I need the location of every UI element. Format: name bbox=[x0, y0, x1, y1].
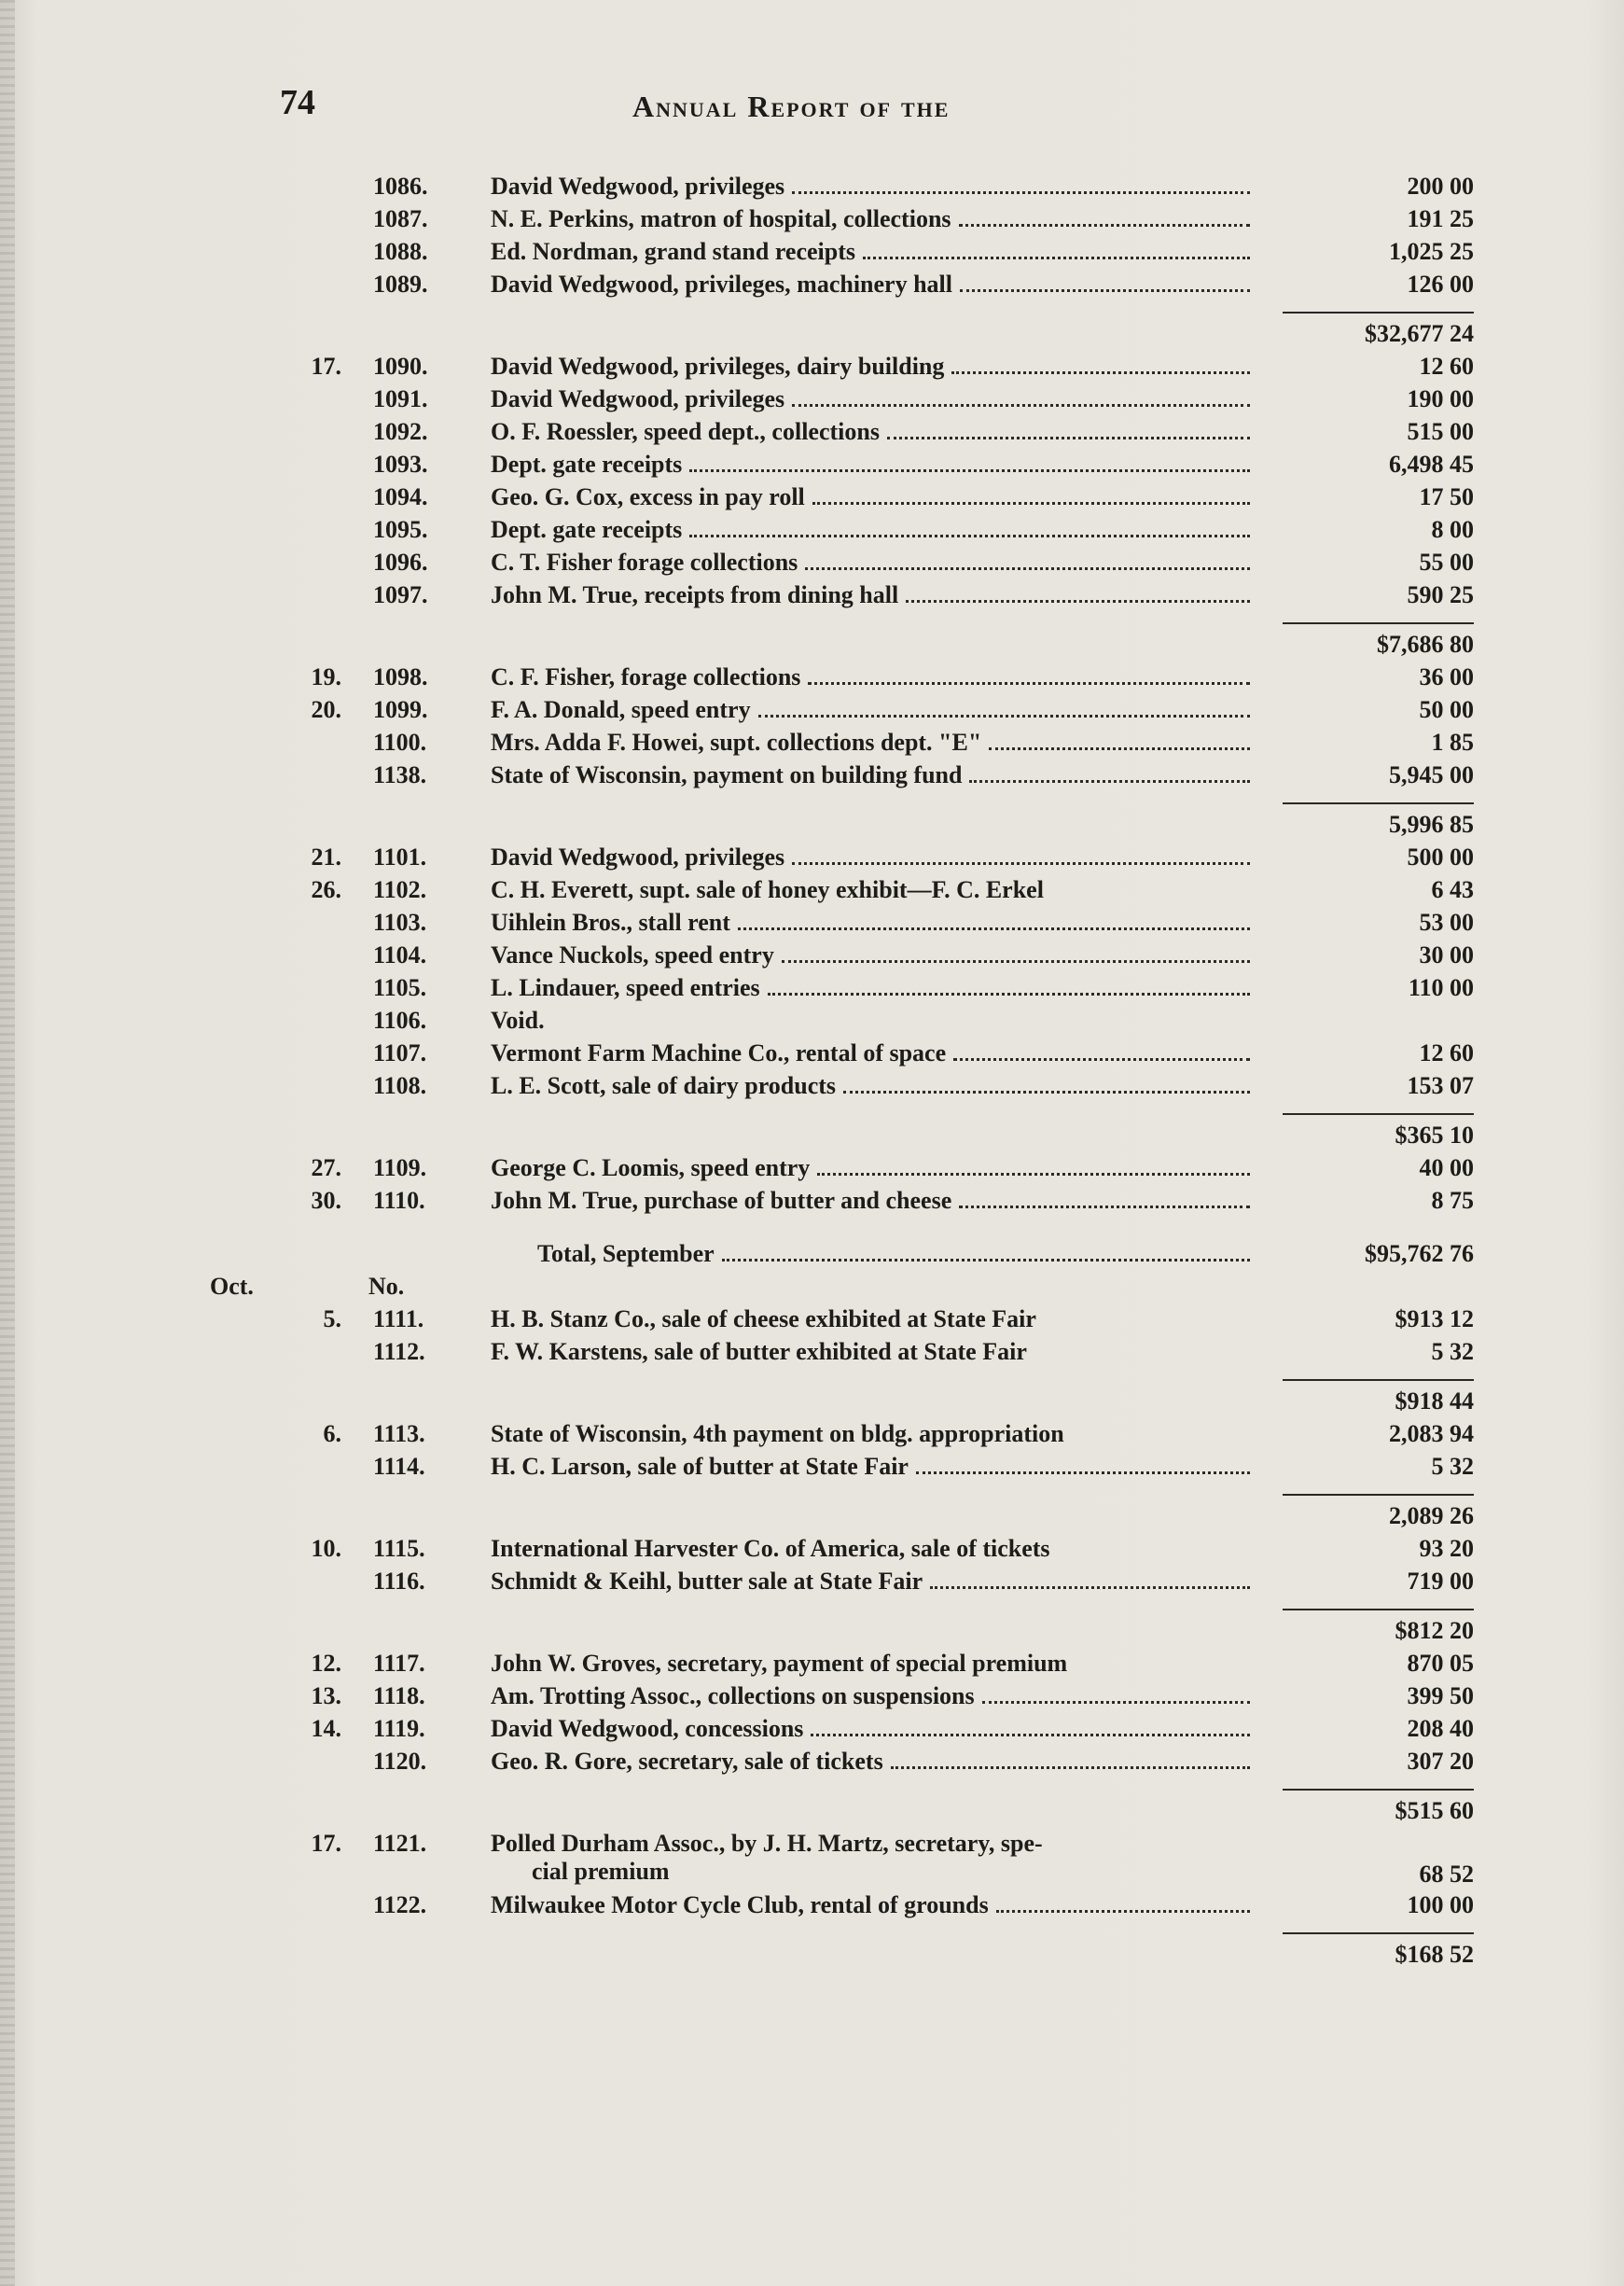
receipts-ledger bbox=[210, 173, 1474, 1973]
entry-number: 1113. bbox=[373, 1420, 425, 1447]
entry-number: 1105. bbox=[373, 974, 427, 1001]
entry-description bbox=[491, 663, 1256, 691]
total-row bbox=[252, 1240, 1474, 1273]
dot-leader bbox=[982, 1699, 1250, 1704]
entry-amount: 12 60 bbox=[1419, 353, 1474, 380]
dot-leader bbox=[951, 369, 1250, 374]
column-heading-row bbox=[210, 1273, 1474, 1305]
entry-amount: 2,083 94 bbox=[1389, 1420, 1474, 1447]
dot-leader bbox=[960, 287, 1250, 292]
entry-date: 6. bbox=[323, 1420, 341, 1447]
subtotal-amount: $7,686 80 bbox=[1377, 631, 1474, 658]
subtotal-amount: $515 60 bbox=[1395, 1797, 1474, 1824]
dot-leader bbox=[722, 1257, 1250, 1261]
entry-description bbox=[491, 941, 1256, 969]
entry-description bbox=[491, 1748, 1256, 1776]
entry-description bbox=[491, 1891, 1256, 1919]
entry-amount: 6,498 45 bbox=[1389, 451, 1474, 478]
ledger-row bbox=[252, 729, 1474, 761]
ledger-row bbox=[252, 451, 1474, 483]
entry-amount: 1 85 bbox=[1431, 729, 1474, 756]
entry-description bbox=[491, 696, 1256, 724]
entry-description bbox=[491, 581, 1256, 609]
subtotal-rule bbox=[252, 303, 1474, 320]
entry-amount: 50 00 bbox=[1419, 696, 1474, 723]
entry-amount: 5 32 bbox=[1431, 1338, 1474, 1365]
entry-description bbox=[491, 1830, 1256, 1886]
number-heading: No. bbox=[368, 1273, 405, 1300]
dot-leader bbox=[812, 500, 1250, 505]
subtotal-row bbox=[252, 1387, 1474, 1420]
entry-number: 1096. bbox=[373, 549, 428, 576]
entry-description bbox=[491, 549, 1256, 577]
entry-amount: 190 00 bbox=[1407, 385, 1474, 412]
description-text: Milwaukee Motor Cycle Club, rental of grounds bbox=[491, 1891, 1250, 1919]
entry-date: 26. bbox=[311, 876, 341, 903]
entry-number: 1088. bbox=[373, 238, 428, 265]
ledger-row bbox=[252, 549, 1474, 581]
description-text: H. B. Stanz Co., sale of cheese exhibited at State Fair bbox=[491, 1305, 1036, 1332]
entry-description bbox=[491, 483, 1256, 511]
subtotal-rule bbox=[252, 614, 1474, 631]
ledger-row bbox=[252, 516, 1474, 549]
description-text: Dept. gate receipts bbox=[491, 451, 1250, 479]
description-text: Vance Nuckols, speed entry bbox=[491, 941, 1250, 969]
entry-amount: 8 75 bbox=[1431, 1187, 1474, 1214]
dot-leader bbox=[805, 565, 1250, 570]
entry-amount: 93 20 bbox=[1419, 1535, 1474, 1562]
entry-description bbox=[491, 1453, 1256, 1481]
entry-amount: 55 00 bbox=[1419, 549, 1474, 576]
entry-amount: 200 00 bbox=[1407, 173, 1474, 200]
entry-amount: 36 00 bbox=[1419, 663, 1474, 690]
description-text: Mrs. Adda F. Howei, supt. collections dept. "E" bbox=[491, 729, 1250, 757]
ledger-row bbox=[252, 1007, 1474, 1039]
entry-description bbox=[491, 205, 1256, 233]
dot-leader bbox=[768, 991, 1250, 996]
entry-number: 1097. bbox=[373, 581, 428, 608]
entry-date: 12. bbox=[311, 1650, 341, 1677]
dot-leader bbox=[959, 222, 1250, 227]
description-text: David Wedgwood, privileges bbox=[491, 173, 1250, 201]
entry-description bbox=[491, 1154, 1256, 1182]
total-label bbox=[491, 1240, 1302, 1268]
entry-description bbox=[491, 1535, 1256, 1563]
description-text: David Wedgwood, privileges, dairy building bbox=[491, 353, 1250, 381]
month-heading: Oct. bbox=[210, 1273, 254, 1300]
entry-description bbox=[491, 1187, 1256, 1215]
entry-date: 17. bbox=[311, 353, 341, 380]
entry-description bbox=[491, 729, 1256, 757]
subtotal-amount: $918 44 bbox=[1395, 1387, 1474, 1415]
entry-amount: 126 00 bbox=[1407, 271, 1474, 298]
description-text: C. H. Everett, supt. sale of honey exhibit—F. C. Erkel bbox=[491, 876, 1044, 903]
dot-leader bbox=[989, 746, 1250, 750]
entry-description bbox=[491, 238, 1256, 266]
dot-leader bbox=[959, 1204, 1250, 1208]
subtotal-amount: 2,089 26 bbox=[1389, 1502, 1474, 1529]
description-text: C. T. Fisher forage collections bbox=[491, 549, 1250, 577]
subtotal-rule bbox=[252, 794, 1474, 811]
ledger-row bbox=[252, 1715, 1474, 1748]
description-text: C. F. Fisher, forage collections bbox=[491, 663, 1250, 691]
entry-description bbox=[491, 761, 1256, 789]
subtotal-rule bbox=[252, 1485, 1474, 1502]
dot-leader bbox=[811, 1732, 1250, 1736]
entry-number: 1087. bbox=[373, 205, 428, 232]
entry-number: 1095. bbox=[373, 516, 428, 543]
ledger-row bbox=[252, 1748, 1474, 1780]
ledger-row bbox=[252, 1338, 1474, 1371]
entry-number: 1120. bbox=[373, 1748, 427, 1775]
description-text: Total, September bbox=[537, 1240, 1250, 1268]
subtotal-rule bbox=[252, 1780, 1474, 1797]
ledger-row bbox=[252, 974, 1474, 1007]
entry-description bbox=[491, 1682, 1256, 1710]
entry-description bbox=[491, 1305, 1256, 1333]
ledger-row bbox=[252, 173, 1474, 205]
entry-amount: 153 07 bbox=[1407, 1072, 1474, 1099]
entry-description bbox=[491, 1568, 1256, 1596]
ledger-row bbox=[252, 1154, 1474, 1187]
entry-amount: $913 12 bbox=[1395, 1305, 1474, 1332]
ledger-row bbox=[252, 353, 1474, 385]
subtotal-row bbox=[252, 631, 1474, 663]
entry-date: 19. bbox=[311, 663, 341, 690]
subtotal-row bbox=[252, 811, 1474, 843]
ledger-row bbox=[252, 696, 1474, 729]
entry-amount: 870 05 bbox=[1407, 1650, 1474, 1677]
description-text: John M. True, receipts from dining hall bbox=[491, 581, 1250, 609]
entry-description bbox=[491, 1715, 1256, 1743]
description-text: Ed. Nordman, grand stand receipts bbox=[491, 238, 1250, 266]
subtotal-rule bbox=[252, 1600, 1474, 1617]
entry-amount: 515 00 bbox=[1407, 418, 1474, 445]
description-text: David Wedgwood, privileges, machinery hall bbox=[491, 271, 1250, 299]
ledger-row bbox=[252, 1650, 1474, 1682]
dot-leader bbox=[843, 1089, 1250, 1094]
dot-leader bbox=[738, 926, 1250, 930]
entry-description bbox=[491, 271, 1256, 299]
entry-number: 1086. bbox=[373, 173, 428, 200]
dot-leader bbox=[792, 860, 1250, 865]
dot-leader bbox=[808, 680, 1250, 685]
entry-description bbox=[491, 974, 1256, 1002]
description-text: Dept. gate receipts bbox=[491, 516, 1250, 544]
dot-leader bbox=[906, 598, 1250, 603]
dot-leader bbox=[758, 713, 1250, 718]
entry-amount: 307 20 bbox=[1407, 1748, 1474, 1775]
entry-amount: 53 00 bbox=[1419, 909, 1474, 936]
entry-number: 1114. bbox=[373, 1453, 425, 1480]
entry-date: 10. bbox=[311, 1535, 341, 1562]
description-text: David Wedgwood, privileges bbox=[491, 385, 1250, 413]
running-title: Annual Report of the bbox=[632, 90, 951, 123]
entry-number: 1116. bbox=[373, 1568, 425, 1595]
subtotal-rule bbox=[252, 1105, 1474, 1122]
subtotal-amount: $32,677 24 bbox=[1365, 320, 1474, 347]
entry-number: 1101. bbox=[373, 843, 427, 871]
entry-date: 14. bbox=[311, 1715, 341, 1742]
description-text: George C. Loomis, speed entry bbox=[491, 1154, 1250, 1182]
entry-number: 1138. bbox=[373, 761, 427, 788]
ledger-row bbox=[252, 271, 1474, 303]
entry-description bbox=[491, 385, 1256, 413]
entry-description bbox=[491, 1007, 1256, 1035]
entry-number: 1099. bbox=[373, 696, 428, 723]
total-amount: $95,762 76 bbox=[1365, 1240, 1474, 1267]
ledger-row bbox=[252, 1453, 1474, 1485]
entry-description bbox=[491, 173, 1256, 201]
ledger-row bbox=[252, 1682, 1474, 1715]
subtotal-row bbox=[252, 1617, 1474, 1650]
ledger-row bbox=[252, 876, 1474, 909]
entry-description bbox=[491, 909, 1256, 937]
entry-amount: 208 40 bbox=[1407, 1715, 1474, 1742]
subtotal-row bbox=[252, 1941, 1474, 1973]
dot-leader bbox=[782, 958, 1250, 963]
dot-leader bbox=[817, 1171, 1250, 1176]
entry-number: 1103. bbox=[373, 909, 427, 936]
dot-leader bbox=[792, 402, 1250, 407]
ledger-row bbox=[252, 1072, 1474, 1105]
ledger-row bbox=[252, 761, 1474, 794]
description-text: Geo. G. Cox, excess in pay roll bbox=[491, 483, 1250, 511]
entry-number: 1104. bbox=[373, 941, 427, 969]
subtotal-row bbox=[252, 1797, 1474, 1830]
subtotal-row bbox=[252, 1122, 1474, 1154]
book-spine-edge bbox=[0, 0, 15, 2286]
ledger-row bbox=[252, 1568, 1474, 1600]
ledger-row bbox=[252, 418, 1474, 451]
entry-description bbox=[491, 1420, 1256, 1448]
entry-amount: 191 25 bbox=[1407, 205, 1474, 232]
description-text: David Wedgwood, privileges bbox=[491, 843, 1250, 871]
description-text: N. E. Perkins, matron of hospital, collections bbox=[491, 205, 1250, 233]
entry-amount: 5 32 bbox=[1431, 1453, 1474, 1480]
entry-number: 1094. bbox=[373, 483, 428, 510]
entry-amount: 719 00 bbox=[1407, 1568, 1474, 1595]
description-text: Geo. R. Gore, secretary, sale of tickets bbox=[491, 1748, 1250, 1776]
entry-amount: 8 00 bbox=[1431, 516, 1474, 543]
ledger-row bbox=[252, 238, 1474, 271]
subtotal-row bbox=[252, 320, 1474, 353]
subtotal-rule bbox=[252, 1371, 1474, 1387]
ledger-row bbox=[252, 205, 1474, 238]
ledger-row bbox=[252, 1187, 1474, 1220]
dot-leader bbox=[792, 189, 1250, 194]
entry-number: 1092. bbox=[373, 418, 428, 445]
description-text: Polled Durham Assoc., by J. H. Martz, secretary, spe- bbox=[491, 1830, 1043, 1857]
entry-date: 17. bbox=[311, 1830, 341, 1857]
ledger-row bbox=[252, 1535, 1474, 1568]
subtotal-row bbox=[252, 1502, 1474, 1535]
dot-leader bbox=[689, 467, 1250, 472]
dot-leader bbox=[930, 1584, 1250, 1589]
dot-leader bbox=[689, 533, 1250, 537]
description-text: H. C. Larson, sale of butter at State Fair bbox=[491, 1453, 1250, 1481]
page-number: 74 bbox=[280, 83, 315, 122]
entry-amount: 68 52 bbox=[1419, 1861, 1474, 1888]
dot-leader bbox=[953, 1056, 1250, 1061]
entry-amount: 40 00 bbox=[1419, 1154, 1474, 1181]
entry-number: 1119. bbox=[373, 1715, 425, 1742]
description-text: State of Wisconsin, payment on building fund bbox=[491, 761, 1250, 789]
dot-leader bbox=[969, 778, 1250, 783]
entry-number: 1100. bbox=[373, 729, 427, 756]
entry-number: 1112. bbox=[373, 1338, 425, 1365]
entry-number: 1115. bbox=[373, 1535, 425, 1562]
entry-description bbox=[491, 876, 1256, 904]
ledger-row bbox=[252, 1420, 1474, 1453]
entry-number: 1102. bbox=[373, 876, 427, 903]
entry-number: 1109. bbox=[373, 1154, 427, 1181]
entry-description bbox=[491, 1338, 1256, 1366]
section-gap bbox=[252, 1220, 1474, 1240]
description-text: Vermont Farm Machine Co., rental of space bbox=[491, 1039, 1250, 1067]
description-text: Schmidt & Keihl, butter sale at State Fair bbox=[491, 1568, 1250, 1596]
ledger-row bbox=[252, 909, 1474, 941]
dot-leader bbox=[891, 1764, 1250, 1769]
entry-date: 27. bbox=[311, 1154, 341, 1181]
entry-description bbox=[491, 516, 1256, 544]
description-text: F. A. Donald, speed entry bbox=[491, 696, 1250, 724]
description-text: F. W. Karstens, sale of butter exhibited at State Fair bbox=[491, 1338, 1027, 1365]
description-text: State of Wisconsin, 4th payment on bldg. appropriation bbox=[491, 1420, 1064, 1447]
entry-number: 1118. bbox=[373, 1682, 425, 1709]
entry-amount: 100 00 bbox=[1407, 1891, 1474, 1918]
entry-amount: 500 00 bbox=[1407, 843, 1474, 871]
entry-description bbox=[491, 1072, 1256, 1100]
description-text: Void. bbox=[491, 1007, 545, 1034]
subtotal-amount: 5,996 85 bbox=[1389, 811, 1474, 838]
dot-leader bbox=[887, 435, 1250, 439]
ledger-row bbox=[252, 483, 1474, 516]
entry-number: 1111. bbox=[373, 1305, 424, 1332]
ledger-row bbox=[252, 941, 1474, 974]
entry-description bbox=[491, 1039, 1256, 1067]
description-text: John W. Groves, secretary, payment of special premium bbox=[491, 1650, 1068, 1677]
ledger-row bbox=[252, 581, 1474, 614]
entry-date: 20. bbox=[311, 696, 341, 723]
ledger-row bbox=[252, 1305, 1474, 1338]
entry-date: 13. bbox=[311, 1682, 341, 1709]
description-text: Am. Trotting Assoc., collections on suspensions bbox=[491, 1682, 1250, 1710]
description-text: David Wedgwood, concessions bbox=[491, 1715, 1250, 1743]
entry-number: 1107. bbox=[373, 1039, 427, 1066]
description-text: John M. True, purchase of butter and cheese bbox=[491, 1187, 1250, 1215]
entry-date: 30. bbox=[311, 1187, 341, 1214]
dot-leader bbox=[996, 1908, 1250, 1913]
entry-number: 1117. bbox=[373, 1650, 425, 1677]
entry-amount: 5,945 00 bbox=[1389, 761, 1474, 788]
ledger-row bbox=[252, 663, 1474, 696]
description-text: O. F. Roessler, speed dept., collections bbox=[491, 418, 1250, 446]
entry-amount: 590 25 bbox=[1407, 581, 1474, 608]
entry-description bbox=[491, 451, 1256, 479]
entry-amount: 1,025 25 bbox=[1389, 238, 1474, 265]
dot-leader bbox=[863, 255, 1250, 259]
subtotal-amount: $168 52 bbox=[1395, 1941, 1474, 1968]
dot-leader bbox=[916, 1470, 1250, 1474]
entry-amount: 30 00 bbox=[1419, 941, 1474, 969]
entry-number: 1091. bbox=[373, 385, 428, 412]
ledger-row bbox=[252, 1830, 1474, 1891]
entry-amount: 12 60 bbox=[1419, 1039, 1474, 1066]
entry-description bbox=[491, 353, 1256, 381]
entry-number: 1110. bbox=[373, 1187, 425, 1214]
entry-number: 1090. bbox=[373, 353, 428, 380]
ledger-row bbox=[252, 1039, 1474, 1072]
entry-number: 1093. bbox=[373, 451, 428, 478]
entry-description bbox=[491, 418, 1256, 446]
subtotal-rule bbox=[252, 1924, 1474, 1941]
subtotal-amount: $812 20 bbox=[1395, 1617, 1474, 1644]
entry-amount: 110 00 bbox=[1408, 974, 1474, 1001]
entry-description bbox=[491, 1650, 1256, 1678]
description-text: Uihlein Bros., stall rent bbox=[491, 909, 1250, 937]
subtotal-amount: $365 10 bbox=[1395, 1122, 1474, 1149]
entry-amount: 17 50 bbox=[1419, 483, 1474, 510]
description-continuation: cial premium bbox=[532, 1858, 670, 1885]
ledger-row bbox=[252, 1891, 1474, 1924]
entry-date: 21. bbox=[311, 843, 341, 871]
entry-number: 1106. bbox=[373, 1007, 427, 1034]
entry-number: 1108. bbox=[373, 1072, 427, 1099]
description-text: L. Lindauer, speed entries bbox=[491, 974, 1250, 1002]
entry-number: 1122. bbox=[373, 1891, 427, 1918]
entry-number: 1098. bbox=[373, 663, 428, 690]
ledger-row bbox=[252, 385, 1474, 418]
page-header bbox=[280, 82, 1446, 138]
entry-amount: 399 50 bbox=[1407, 1682, 1474, 1709]
description-text: International Harvester Co. of America, sale of tickets bbox=[491, 1535, 1050, 1562]
entry-number: 1089. bbox=[373, 271, 428, 298]
entry-number: 1121. bbox=[373, 1830, 427, 1857]
ledger-row bbox=[252, 843, 1474, 876]
entry-description bbox=[491, 843, 1256, 871]
entry-amount: 6 43 bbox=[1431, 876, 1474, 903]
description-text: L. E. Scott, sale of dairy products bbox=[491, 1072, 1250, 1100]
entry-date: 5. bbox=[323, 1305, 341, 1332]
